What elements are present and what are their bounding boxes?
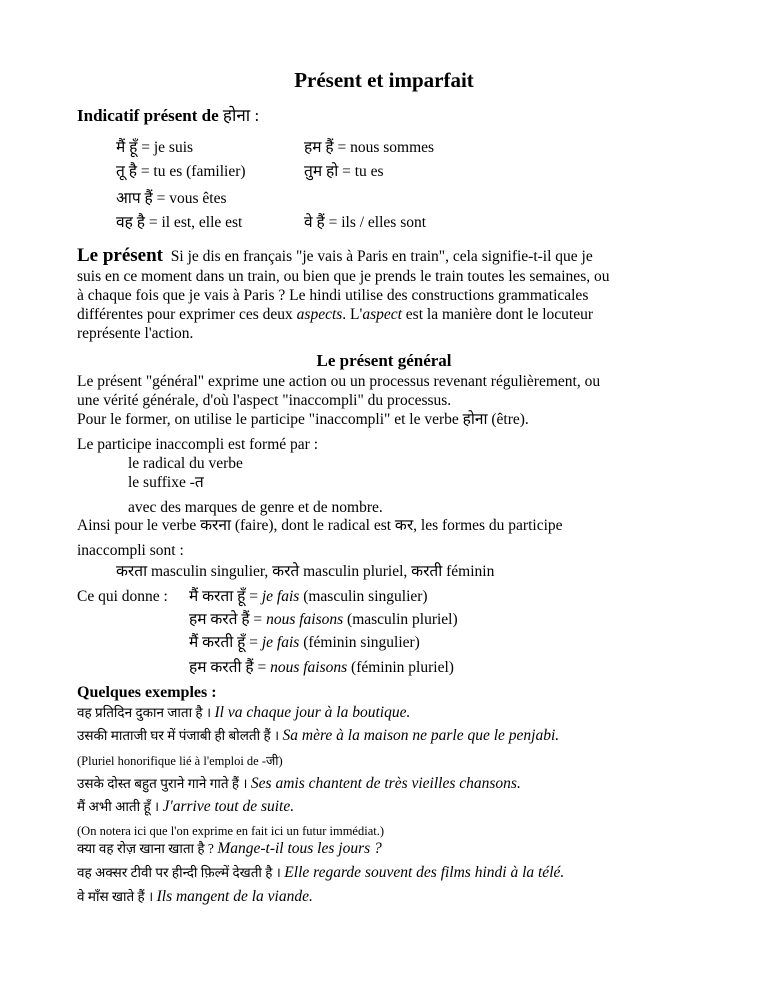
present-text-1: Si je dis en français "je vais à Paris en train", cela signifie-t-il que je bbox=[170, 248, 593, 265]
present-line-5: représente l'action. bbox=[77, 325, 194, 342]
conjugation-1: मैं हूँ = je suis bbox=[116, 139, 194, 156]
example-conj-2 bbox=[189, 611, 458, 629]
conjugation-6: वह है = il est, elle est bbox=[116, 214, 243, 231]
example-conj-1 bbox=[189, 588, 428, 606]
e4-hi: मैं अभी आती हूँ । bbox=[77, 799, 163, 814]
heading-suffix: : bbox=[250, 106, 260, 125]
ex4-hi: हम करती हैं = bbox=[189, 659, 271, 676]
conjugation-3: तू है = tu es (familier) bbox=[116, 163, 246, 180]
conjugation-4: तुम हो = tu es bbox=[304, 163, 384, 180]
example-5 bbox=[77, 840, 382, 858]
ex1-hi: मैं करता हूँ = bbox=[189, 588, 262, 605]
ex2-fr: nous faisons bbox=[266, 611, 344, 628]
section-heading-general: Le présent général bbox=[316, 351, 452, 370]
ex1-note: (masculin singulier) bbox=[299, 588, 428, 605]
ex3-hi: मैं करती हूँ = bbox=[189, 634, 262, 651]
general-p5: le radical du verbe bbox=[128, 455, 243, 472]
present-line-2: suis en ce moment dans un train, ou bien que je prends le train toutes les semaines, ou bbox=[77, 268, 610, 285]
heading-verb: होना bbox=[222, 106, 251, 125]
aspects-term: aspects bbox=[296, 306, 343, 323]
present-text-4a: différentes pour exprimer ces deux bbox=[77, 306, 297, 323]
examples-heading: Quelques exemples : bbox=[77, 684, 217, 701]
example-1 bbox=[77, 704, 410, 722]
e4-fr: J'arrive tout de suite. bbox=[162, 798, 295, 815]
note-2: (On notera ici que l'on exprime en fait ici un futur immédiat.) bbox=[77, 824, 385, 838]
section-heading-indicatif bbox=[77, 106, 259, 126]
general-p3: Pour le former, on utilise le participe "inaccompli" et le verbe होना (être). bbox=[77, 411, 529, 428]
general-p9: inaccompli sont : bbox=[77, 542, 184, 559]
general-p2: une vérité générale, d'où l'aspect "inaccompli" du processus. bbox=[77, 392, 452, 409]
e6-fr: Elle regarde souvent des films hindi à la télé. bbox=[284, 864, 565, 881]
ex1-fr: je fais bbox=[261, 588, 300, 605]
general-p4: Le participe inaccompli est formé par : bbox=[77, 436, 319, 453]
present-text-4c: . L' bbox=[342, 306, 363, 323]
general-p1: Le présent "général" exprime une action ou un processus revenant régulièrement, ou bbox=[77, 373, 601, 390]
e2-fr: Sa mère à la maison ne parle que le penjabi. bbox=[282, 727, 560, 744]
e3-hi: उसके दोस्त बहुत पुराने गाने गाते हैं । bbox=[77, 776, 251, 791]
e1-fr: Il va chaque jour à la boutique. bbox=[214, 704, 411, 721]
example-4 bbox=[77, 798, 294, 816]
ex3-fr: je fais bbox=[261, 634, 300, 651]
present-line-3: à chaque fois que je vais à Paris ? Le hindi utilise des constructions grammaticales bbox=[77, 287, 589, 304]
example-conj-3 bbox=[189, 634, 420, 652]
e2-hi: उसकी माताजी घर में पंजाबी ही बोलती हैं । bbox=[77, 728, 283, 743]
ce-qui-donne: Ce qui donne : bbox=[77, 588, 168, 605]
present-term: Le présent bbox=[77, 245, 164, 266]
ex2-note: (masculin pluriel) bbox=[343, 611, 458, 628]
example-3 bbox=[77, 775, 521, 793]
conjugation-5: आप हैं = vous êtes bbox=[116, 190, 227, 207]
e3-fr: Ses amis chantent de très vieilles chansons. bbox=[250, 775, 521, 792]
present-line-4 bbox=[77, 306, 593, 324]
ex4-note: (féminin pluriel) bbox=[347, 659, 454, 676]
note-1: (Pluriel honorifique lié à l'emploi de -जी) bbox=[77, 754, 283, 768]
conjugation-2: हम हैं = nous sommes bbox=[304, 139, 435, 156]
e7-fr: Ils mangent de la viande. bbox=[156, 888, 313, 905]
present-line-1 bbox=[77, 245, 593, 267]
general-p6: le suffixe -त bbox=[128, 474, 204, 491]
ex3-note: (féminin singulier) bbox=[299, 634, 420, 651]
ex2-hi: हम करते हैं = bbox=[189, 611, 267, 628]
e5-hi: क्या वह रोज़ खाना खाता है ? bbox=[77, 841, 218, 856]
e1-hi: वह प्रतिदिन दुकान जाता है । bbox=[77, 705, 215, 720]
example-2 bbox=[77, 727, 559, 745]
ex4-fr: nous faisons bbox=[270, 659, 348, 676]
e6-hi: वह अक्सर टीवी पर हीन्दी फ़िल्में देखती है । bbox=[77, 865, 285, 880]
e7-hi: वे माँस खाते हैं । bbox=[77, 889, 157, 904]
conjugation-7: वे हैं = ils / elles sont bbox=[304, 214, 427, 231]
example-7 bbox=[77, 888, 313, 906]
general-p8: Ainsi pour le verbe करना (faire), dont le radical est कर, les formes du participe bbox=[77, 517, 563, 534]
general-p7: avec des marques de genre et de nombre. bbox=[128, 499, 383, 516]
example-conj-4 bbox=[189, 659, 454, 677]
present-text-4e: est la manière dont le locuteur bbox=[401, 306, 594, 323]
example-6 bbox=[77, 864, 564, 882]
general-p10: करता masculin singulier, करते masculin pluriel, करती féminin bbox=[116, 563, 495, 580]
page-title: Présent et imparfait bbox=[294, 68, 474, 92]
heading-prefix: Indicatif présent de bbox=[77, 106, 223, 125]
e5-fr: Mange-t-il tous les jours ? bbox=[217, 840, 382, 857]
aspect-term: aspect bbox=[362, 306, 402, 323]
